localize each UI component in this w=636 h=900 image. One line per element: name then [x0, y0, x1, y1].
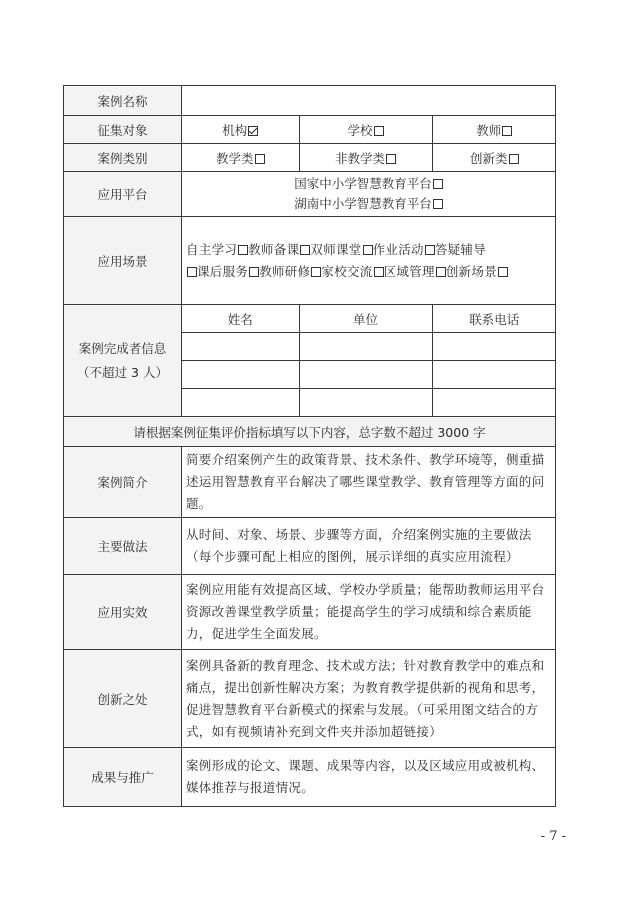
category-option-teaching[interactable]: [182, 144, 299, 171]
checkbox-icon[interactable]: [374, 267, 384, 277]
platform-label: 应用平台: [64, 172, 182, 217]
completers-header-row: [182, 305, 556, 333]
checkbox-icon[interactable]: [363, 245, 373, 255]
col-header-name: 姓名: [182, 305, 299, 333]
col-header-phone: 联系电话: [432, 305, 556, 333]
scenario-option[interactable]: 双师课堂: [310, 242, 372, 257]
promotion-label: 成果与推广: [64, 748, 182, 807]
case-name-label: 案例名称: [64, 86, 182, 116]
phone-cell[interactable]: [432, 361, 556, 389]
category-row: [64, 144, 556, 172]
checkbox-icon[interactable]: [187, 267, 197, 277]
method-label: 主要做法: [64, 518, 182, 575]
completers-table: [182, 305, 556, 416]
intro-row: [64, 447, 556, 518]
option-label: 湖南中小学智慧教育平台: [294, 196, 432, 211]
scenario-option[interactable]: 答疑辅导: [434, 241, 487, 257]
effect-text[interactable]: 案例应用能有效提高区域、学校办学质量；能帮助教师运用平台资源改善课堂教学质量；能提高学生的学习成绩和综合素质能力，促进学生全面发展。: [182, 575, 556, 650]
scenario-options: [182, 217, 556, 305]
scenario-option[interactable]: 教师备课: [248, 242, 310, 257]
checkbox-icon[interactable]: [433, 179, 443, 189]
completers-row: [64, 305, 556, 417]
category-option-non-teaching[interactable]: [299, 144, 432, 171]
completers-sublabel: （不超过 3 人）: [77, 364, 168, 380]
platform-option-national[interactable]: [182, 174, 555, 194]
category-options: [182, 144, 556, 171]
checkbox-icon[interactable]: [502, 126, 512, 136]
platform-row: [64, 172, 556, 217]
checkbox-icon[interactable]: [311, 267, 321, 277]
scenario-option[interactable]: 区域管理: [384, 264, 446, 279]
phone-cell[interactable]: [432, 389, 556, 417]
scenario-row: [64, 217, 556, 305]
scenario-option[interactable]: 作业活动: [373, 242, 435, 257]
category-label: 案例类别: [64, 144, 182, 172]
checkbox-icon[interactable]: [433, 199, 443, 209]
category-option-innovation[interactable]: [432, 144, 556, 171]
checkbox-icon[interactable]: [425, 245, 435, 255]
page-number: - 7 -: [540, 829, 566, 844]
method-row: [64, 518, 556, 575]
target-option-teacher[interactable]: [432, 116, 556, 143]
option-label: 教师: [476, 122, 502, 138]
intro-label: 案例简介: [64, 447, 182, 518]
scenario-option[interactable]: 家校交流: [321, 264, 383, 279]
scenario-label: 应用场景: [64, 217, 182, 305]
name-cell[interactable]: [182, 361, 299, 389]
checkbox-icon[interactable]: [255, 154, 265, 164]
option-label: 非教学类: [334, 150, 385, 166]
checkbox-icon[interactable]: [498, 267, 508, 277]
option-label: 学校: [347, 122, 373, 138]
case-form-table: [63, 85, 556, 807]
checkbox-icon[interactable]: [436, 267, 446, 277]
unit-cell[interactable]: [299, 389, 432, 417]
checked-box-icon[interactable]: [248, 126, 258, 136]
case-name-field[interactable]: [182, 86, 556, 116]
option-label: 创新类: [469, 150, 508, 166]
option-label: 教学类: [215, 150, 254, 166]
effect-label: 应用实效: [64, 575, 182, 650]
scenario-option[interactable]: 自主学习: [186, 242, 248, 257]
checkbox-icon[interactable]: [238, 245, 248, 255]
checkbox-icon[interactable]: [509, 154, 519, 164]
target-option-institution[interactable]: [182, 116, 299, 143]
name-cell[interactable]: [182, 333, 299, 361]
completers-label-cell: [64, 305, 182, 417]
method-text[interactable]: 从时间、对象、场景、步骤等方面，介绍案例实施的主要做法（每个步骤可配上相应的图例，展示详细的真实应用流程）: [182, 518, 556, 575]
promotion-row: [64, 748, 556, 807]
case-name-row: [64, 86, 556, 116]
option-label: 国家中小学智慧教育平台: [294, 176, 432, 191]
table-row: [182, 333, 556, 361]
name-cell[interactable]: [182, 389, 299, 417]
unit-cell[interactable]: [299, 333, 432, 361]
table-row: [182, 389, 556, 417]
scenario-option[interactable]: 课后服务: [197, 264, 259, 279]
target-option-school[interactable]: [299, 116, 432, 143]
checkbox-icon[interactable]: [374, 126, 384, 136]
checkbox-icon[interactable]: [249, 267, 259, 277]
option-label: 机构: [222, 122, 248, 138]
instruction-row: [64, 417, 556, 447]
target-row: [64, 116, 556, 144]
completers-label: 案例完成者信息: [78, 340, 167, 356]
unit-cell[interactable]: [299, 361, 432, 389]
effect-row: [64, 575, 556, 650]
target-options: [182, 116, 556, 143]
table-row: [182, 361, 556, 389]
promotion-text[interactable]: 案例形成的论文、课题、成果等内容，以及区域应用或被机构、媒体推荐与报道情况。: [182, 748, 556, 807]
scenario-option[interactable]: 创新场景: [446, 264, 508, 279]
col-header-unit: 单位: [299, 305, 432, 333]
scenario-option[interactable]: 教师研修: [259, 264, 321, 279]
instruction-text: 请根据案例征集评价指标填写以下内容，总字数不超过 3000 字: [64, 417, 556, 447]
checkbox-icon[interactable]: [300, 245, 310, 255]
innovation-text[interactable]: 案例具备新的教育理念、技术或方法；针对教育教学中的难点和痛点，提出创新性解决方案；为教育教学提供新的视角和思考，促进智慧教育平台新模式的探索与发展。（可采用图文结合的方式，如有视频请补充到文件夹并添加超链接）: [182, 650, 556, 748]
platform-options: [182, 172, 556, 217]
intro-text[interactable]: 简要介绍案例产生的政策背景、技术条件、教学环境等，侧重描述运用智慧教育平台解决了哪些课堂教学、教育管理等方面的问题。: [182, 447, 556, 518]
innovation-label: 创新之处: [64, 650, 182, 748]
platform-option-hunan[interactable]: [182, 194, 555, 214]
phone-cell[interactable]: [432, 333, 556, 361]
checkbox-icon[interactable]: [386, 154, 396, 164]
innovation-row: [64, 650, 556, 748]
target-label: 征集对象: [64, 116, 182, 144]
